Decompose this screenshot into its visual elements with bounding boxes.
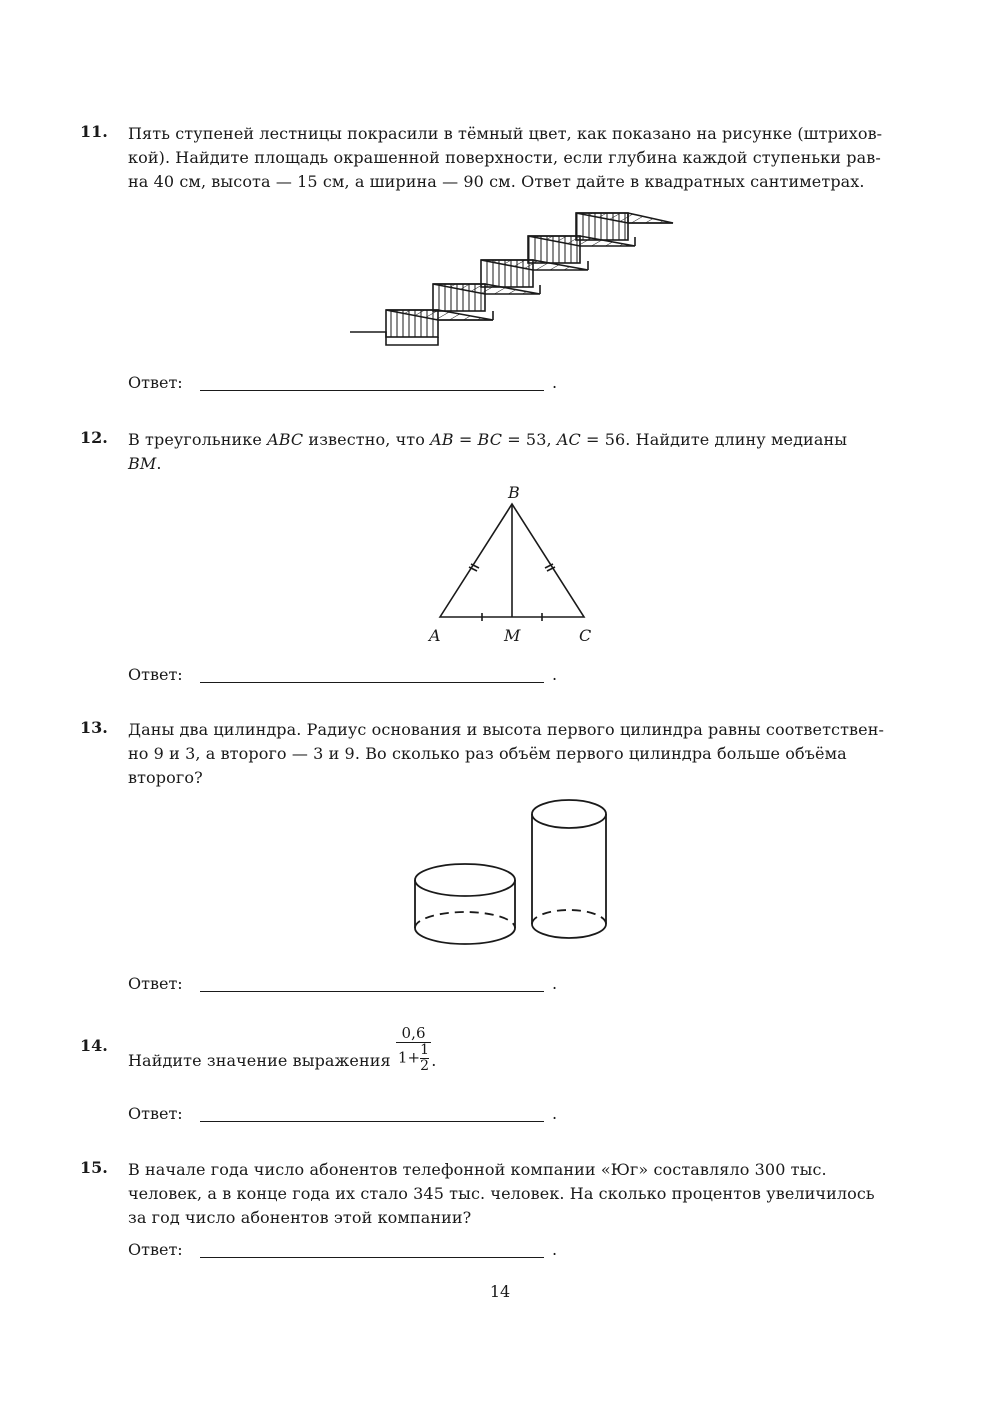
- answer-input[interactable]: [200, 1257, 544, 1258]
- problem-text: [128, 428, 940, 476]
- answer-input[interactable]: [200, 682, 544, 683]
- answer-input[interactable]: [200, 1121, 544, 1122]
- answer-dot: .: [552, 1240, 558, 1259]
- text-line: В треугольнике ABC известно, что AB = BC = 53, AC = 56. Найдите длину медианы: [128, 430, 848, 449]
- problem-number: 15.: [80, 1158, 108, 1177]
- problem-text: [128, 122, 940, 194]
- problem-number: 13.: [80, 718, 108, 737]
- text-line: второго?: [128, 768, 203, 787]
- answer-input[interactable]: [200, 390, 544, 391]
- problem-number: 11.: [80, 122, 108, 141]
- problem-number: 12.: [80, 428, 108, 447]
- fraction-expression: [396, 1024, 431, 1074]
- problem-text: [128, 1026, 940, 1076]
- vertex-label-c: C: [579, 626, 592, 645]
- staircase-figure: [340, 205, 680, 350]
- problem-number: 14.: [80, 1036, 108, 1055]
- expression-prompt: Найдите значение выражения: [128, 1050, 391, 1070]
- answer-dot: .: [552, 1104, 558, 1123]
- answer-dot: .: [552, 974, 558, 993]
- page-number: 14: [489, 1282, 511, 1301]
- answer-label: Ответ:: [128, 1240, 183, 1259]
- text-line: Пять ступеней лестницы покрасили в тёмный цвет, как показано на рисунке (штрихов-: [128, 124, 883, 143]
- answer-input[interactable]: [200, 991, 544, 992]
- answer-dot: .: [552, 665, 558, 684]
- fraction-denominator: 1+ $\frac{1}{2}$: [397, 1042, 430, 1074]
- text-line: кой). Найдите площадь окрашенной поверхности, если глубина каждой ступеньки рав-: [128, 148, 881, 167]
- answer-label: Ответ:: [128, 665, 183, 684]
- answer-dot: .: [552, 373, 558, 392]
- vertex-label-m: M: [504, 626, 521, 645]
- text-line: В начале года число абонентов телефонной компании «Юг» составляло 300 тыс.: [128, 1160, 827, 1179]
- text-line: за год число абонентов этой компании?: [128, 1208, 472, 1227]
- answer-label: Ответ:: [128, 974, 183, 993]
- answer-label: Ответ:: [128, 1104, 183, 1123]
- expression-end: .: [431, 1050, 437, 1070]
- cylinders-figure: [405, 792, 620, 952]
- answer-label: Ответ:: [128, 373, 183, 392]
- problem-text: [128, 718, 940, 790]
- problem-text: [128, 1158, 940, 1230]
- text-line: BM.: [128, 454, 162, 473]
- text-line: на 40 см, высота — 15 см, а ширина — 90 см. Ответ дайте в квадратных сантиметрах.: [128, 172, 865, 191]
- vertex-label-a: A: [429, 626, 441, 645]
- text-line: Даны два цилиндра. Радиус основания и высота первого цилиндра равны соответствен-: [128, 720, 884, 739]
- vertex-label-b: B: [508, 483, 520, 502]
- text-line: но 9 и 3, а второго — 3 и 9. Во сколько раз объём первого цилиндра больше объёма: [128, 744, 847, 763]
- fraction-numerator: 0,6: [396, 1024, 431, 1043]
- triangle-figure: [420, 482, 605, 647]
- text-line: человек, а в конце года их стало 345 тыс. человек. На сколько процентов увеличилось: [128, 1184, 875, 1203]
